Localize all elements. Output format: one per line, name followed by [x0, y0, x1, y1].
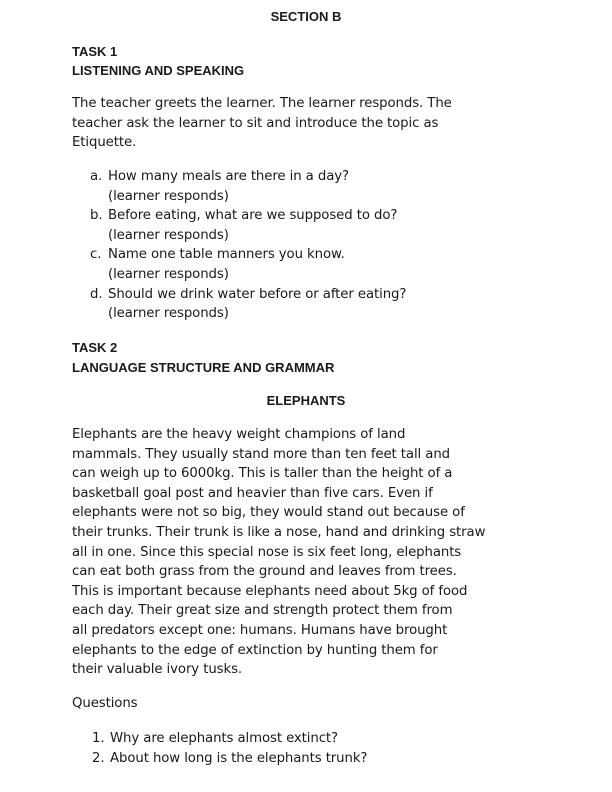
question-item [90, 167, 406, 206]
question-number: 2. [92, 750, 105, 766]
intro-line: The teacher greets the learner. The learner responds. The [72, 96, 452, 111]
passage-line: can eat both grass from the ground and leaves from trees. [72, 564, 457, 580]
question-text: Why are elephants almost extinct? [110, 731, 338, 746]
question-text: How many meals are there in a day? [108, 169, 349, 184]
passage-line: their valuable ivory tusks. [72, 662, 243, 678]
question-text: Should we drink water before or after eating? [108, 286, 407, 302]
question-label: b. [90, 208, 103, 224]
question-text: Before eating, what are we supposed to do? [108, 208, 398, 224]
task2-question-list [92, 729, 367, 768]
task1-question-list [90, 167, 406, 324]
task2-label: TASK 2 [72, 340, 118, 355]
questions-label: Questions [72, 696, 138, 711]
question-item [92, 749, 367, 769]
question-item [90, 206, 406, 245]
learner-response: (learner responds) [108, 266, 229, 282]
question-item [90, 245, 406, 284]
task2-heading: LANGUAGE STRUCTURE AND GRAMMAR [72, 360, 335, 375]
passage-line: Elephants are the heavy weight champions of land [72, 427, 406, 442]
question-label: c. [90, 247, 102, 263]
question-text: Name one table manners you know. [108, 247, 345, 263]
section-title: SECTION B [270, 9, 342, 24]
passage-line: their trunks. Their trunk is like a nose, hand and drinking straw [72, 524, 486, 540]
intro-line: Etiquette. [72, 135, 137, 151]
passage [72, 425, 485, 680]
question-text: About how long is the elephants trunk? [110, 750, 368, 766]
learner-response: (learner responds) [108, 306, 229, 322]
learner-response: (learner responds) [108, 227, 229, 243]
passage-line: all predators except one: humans. Humans have brought [72, 622, 448, 638]
task1-heading: LISTENING AND SPEAKING [72, 63, 245, 78]
passage-line: elephants were not so big, they would stand out because of [72, 505, 465, 521]
intro-line: teacher ask the learner to sit and introduce the topic as [72, 115, 439, 131]
question-item [92, 729, 367, 749]
passage-line: can weigh up to 6000kg. This is taller than the height of a [72, 466, 453, 482]
passage-line: elephants to the edge of extinction by hunting them for [72, 642, 438, 658]
passage-line: all in one. Since this special nose is six feet long, elephants [72, 544, 462, 560]
passage-line: each day. Their great size and strength protect them from [72, 603, 453, 619]
task1-label: TASK 1 [72, 44, 118, 59]
task1-intro [72, 94, 452, 153]
passage-line: This is important because elephants need about 5kg of food [72, 583, 468, 599]
question-item [90, 285, 406, 324]
passage-line: mammals. They usually stand more than ten feet tall and [72, 446, 450, 462]
passage-title: ELEPHANTS [266, 393, 346, 408]
question-label: a. [90, 169, 103, 184]
passage-line: basketball goal post and heavier than five cars. Even if [72, 485, 433, 501]
learner-response: (learner responds) [108, 188, 229, 204]
question-number: 1. [92, 731, 105, 746]
question-label: d. [90, 286, 103, 302]
